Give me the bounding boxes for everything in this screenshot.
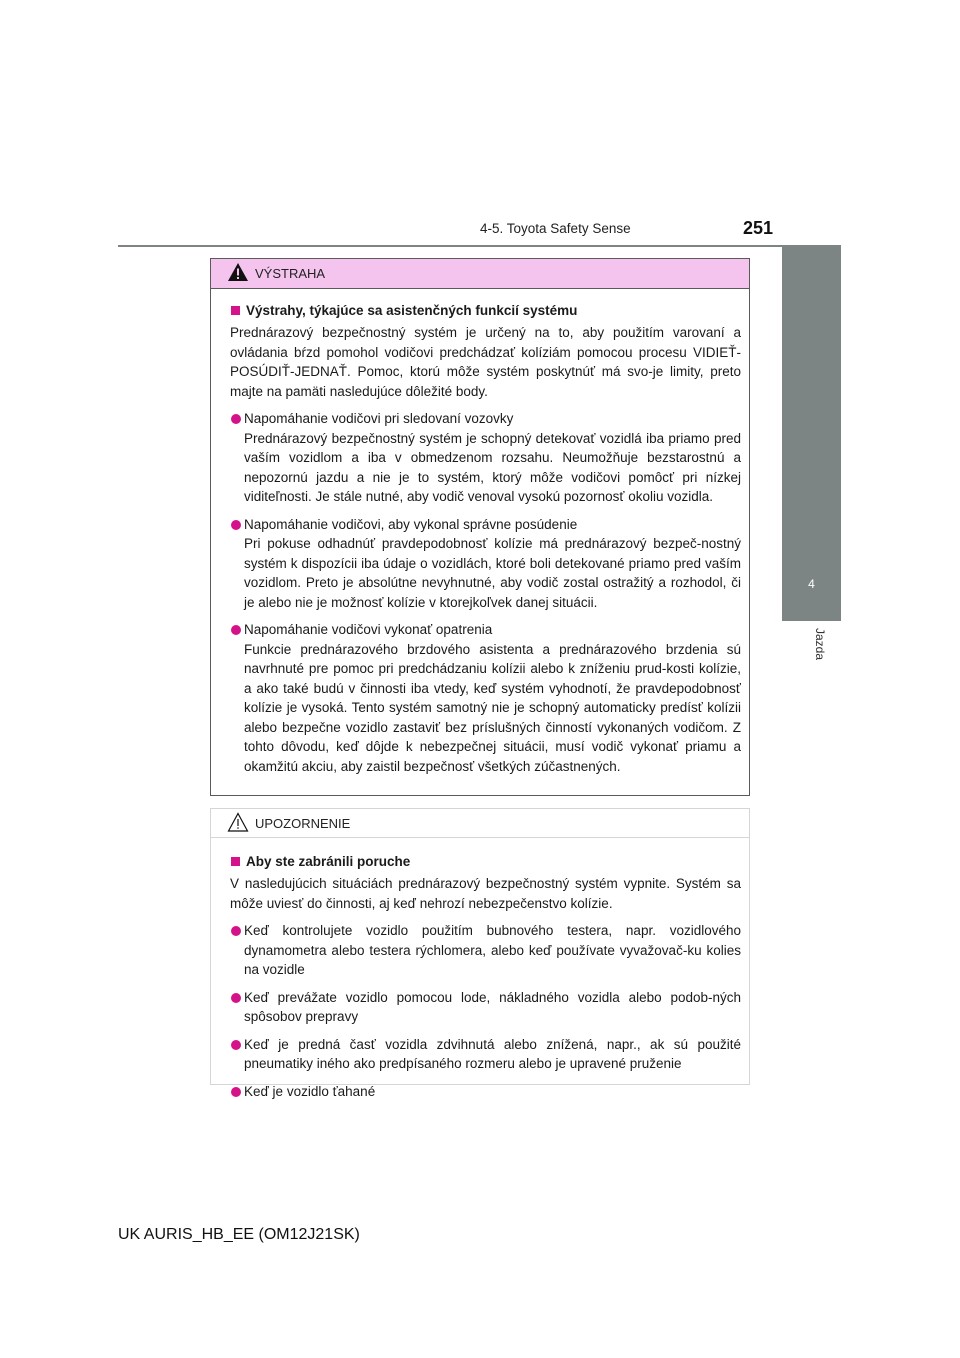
list-item-text: Funkcie prednárazového brzdového asistenta a prednárazového brzdenia sú navrhnuté pre pomoc pri predchádzaniu kolízii alebo k zníženiu prud-kosti kolízie, a ako také budú v činnosti iba vtedy, keď systém vyhodnotí, že pravdepodobnosť kolízie je vysoká. Tento systém samotný nie je schopný automaticky predísť kolízii alebo bezpečne vozidlo zastaviť bez príslušných činností vykonaných vodičom. Z tohto dôvodu, keď dôjde k nebezpečnej situácii, musí vodič vykonať priamu a okamžitú akciu, aby zaistil bezpečnosť všetkých zúčastnených. <box>244 641 741 774</box>
circle-bullet-icon <box>231 926 241 936</box>
footer-model-code: UK AURIS_HB_EE (OM12J21SK) <box>118 1226 360 1243</box>
circle-bullet-icon <box>231 993 241 1003</box>
warning-header <box>211 259 749 289</box>
circle-bullet-icon <box>231 414 241 424</box>
chapter-tab <box>782 247 841 621</box>
circle-bullet-icon <box>231 1040 241 1050</box>
list-item <box>230 409 741 507</box>
circle-bullet-icon <box>231 625 241 635</box>
caution-heading <box>230 852 741 871</box>
warning-triangle-icon <box>227 262 249 285</box>
list-item <box>230 1082 741 1102</box>
list-item <box>230 515 741 613</box>
list-item-title: Napomáhanie vodičovi pri sledovaní vozovky <box>244 411 514 426</box>
caution-title: UPOZORNENIE <box>255 816 351 831</box>
list-item-text: Keď prevážate vozidlo pomocou lode, nákladného vozidla alebo podob-ných spôsobov prepravy <box>244 989 741 1024</box>
list-item-text: Prednárazový bezpečnostný systém je schopný detekovať vozidlá iba priamo pred vaším vozidlom a iba v obmedzenom rozsahu. Neumožňuje bezstarostnú a nepozornú jazdu a nie je to systém, ktorý môže vodičovi pomôcť pri nízkej viditeľnosti. Je stále nutné, aby vodič venoval vysokú pozornosť okoliu vozidla. <box>244 430 741 504</box>
caution-body <box>211 838 749 1101</box>
warning-intro: Prednárazový bezpečnostný systém je určený na to, aby použitím varovaní a ovládania bŕzd pomohol vodičovi predchádzať kolíziám pomocou procesu VIDIEŤ-POSÚDIŤ-JEDNAŤ. Pomoc, ktorú môže systém poskytnúť má svo-je limity, preto majte na pamäti nasledujúce dôležité body. <box>230 325 741 399</box>
list-item-text: Keď je vozidlo ťahané <box>244 1083 376 1099</box>
list-item <box>230 620 741 776</box>
caution-header <box>211 809 749 838</box>
list-item-title: Napomáhanie vodičovi, aby vykonal správne posúdenie <box>244 516 578 532</box>
caution-intro: V nasledujúcich situáciách prednárazový bezpečnostný systém vypnite. Systém sa môže uviesť do činnosti, aj keď nehrozí nebezpečenstvo kolízie. <box>230 876 741 911</box>
circle-bullet-icon <box>231 1087 241 1097</box>
list-item-text: Pri pokuse odhadnúť pravdepodobnosť kolízie má prednárazový bezpeč-nostný systém k dispozícii iba údaje o vozidlách, ktoré boli detekované priamo pred vaším vozidlom. Preto je absolútne nevyhnutné, aby vodič zostal ostražitý a rozhodol, či je alebo nie je možnosť kolízie v ktorejkoľvek danej situácii. <box>244 536 741 610</box>
list-item-text: Keď je predná časť vozidla zdvihnutá alebo znížená, napr., ak sú použité pneumatiky iného ako predpísaného rozmeru alebo je upravené pruženie <box>244 1036 741 1071</box>
caution-box <box>210 808 750 1099</box>
caution-heading-text: Aby ste zabránili poruche <box>246 854 411 869</box>
warning-body <box>211 289 749 776</box>
square-bullet-icon <box>231 306 240 315</box>
chapter-label: Jazda <box>813 627 827 661</box>
list-item <box>230 988 741 1027</box>
warning-title: VÝSTRAHA <box>255 266 326 281</box>
circle-bullet-icon <box>231 520 241 530</box>
list-item-title: Napomáhanie vodičovi vykonať opatrenia <box>244 622 493 637</box>
list-item-text: Keď kontrolujete vozidlo použitím bubnového testera, napr. vozidlového dynamometra alebo testera rýchlomera, alebo keď používate vyvažovač-ku kolies na vozidle <box>244 923 741 977</box>
caution-triangle-icon <box>227 812 249 835</box>
list-item <box>230 1035 741 1074</box>
warning-heading-text: Výstrahy, týkajúce sa asistenčných funkcií systému <box>246 303 578 318</box>
section-title: 4-5. Toyota Safety Sense <box>480 221 631 236</box>
chapter-number: 4 <box>808 577 815 591</box>
warning-heading <box>230 301 741 320</box>
page-number: 251 <box>743 218 774 238</box>
warning-box <box>210 258 750 796</box>
square-bullet-icon <box>231 857 240 866</box>
list-item <box>230 921 741 980</box>
header-divider <box>118 245 841 247</box>
